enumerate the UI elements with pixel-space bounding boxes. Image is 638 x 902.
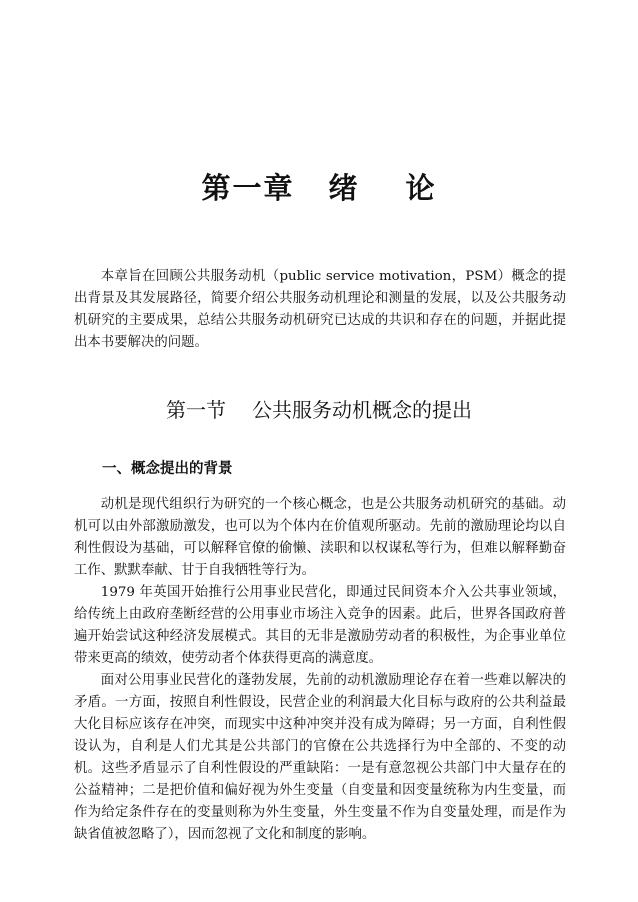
subsection-heading: 一、概念提出的背景 bbox=[102, 461, 233, 477]
paragraph: 1979 年英国开始推行公用事业民营化，即通过民间资本介入公共事业领域，给传统上由政府垄断经营的公用事业市场注入竞争的因素。此后，世界各国政府普遍开始尝试这种经济发展模式。其目的无非是激励劳动者的积极性，为企事业单位带来更高的绩效，使劳动者个体获得更高的满意度。 bbox=[74, 585, 566, 666]
chapter-number: 第一章 bbox=[201, 171, 295, 205]
chapter-title-char-1: 绪 bbox=[328, 171, 360, 205]
paragraph: 面对公用事业民营化的蓬勃发展，先前的动机激励理论存在着一些难以解决的矛盾。一方面，按照自利性假设，民营企业的利润最大化目标与政府的公共利益最大化目标应该存在冲突，而现实中这种冲突并没有成为障碍；另一方面，自利性假设认为，自利是人们尤其是公共部门的官僚在公共选择行为中全部的、不变的动机。这些矛盾显示了自利性假设的严重缺陷：一是有意忽视公共部门中大量存在的公益精神；二是把价值和偏好视为外生变量（自变量和因变量统称为内生变量，而作为给定条件存在的变量则称为外生变量，外生变量不作为自变量处理，而是作为缺省值被忽略了），因而忽视了文化和制度的影响。 bbox=[74, 673, 566, 842]
chapter-title-char-2: 论 bbox=[405, 171, 437, 205]
chapter-intro bbox=[74, 266, 566, 354]
section-name: 公共服务动机概念的提出 bbox=[252, 398, 472, 422]
section-number: 第一节 bbox=[166, 398, 226, 422]
chapter-title bbox=[0, 166, 638, 207]
paragraph: 动机是现代组织行为研究的一个核心概念，也是公共服务动机研究的基础。动机可以由外部激励激发，也可以为个体内在价值观所驱动。先前的激励理论均以自利性假设为基础，可以解释官僚的偷懒、渎职和以权谋私等行为，但难以解释勤奋工作、默默奉献、甘于自我牺牲等行为。 bbox=[74, 497, 566, 578]
section-title bbox=[0, 394, 638, 423]
intro-paragraph: 本章旨在回顾公共服务动机（public service motivation，PSM）概念的提出背景及其发展路径，简要介绍公共服务动机理论和测量的发展，以及公共服务动机研究的主要成果，总结公共服务动机研究已达成的共识和存在的问题，并据此提出本书要解决的问题。 bbox=[74, 269, 566, 350]
body-text bbox=[74, 494, 566, 846]
